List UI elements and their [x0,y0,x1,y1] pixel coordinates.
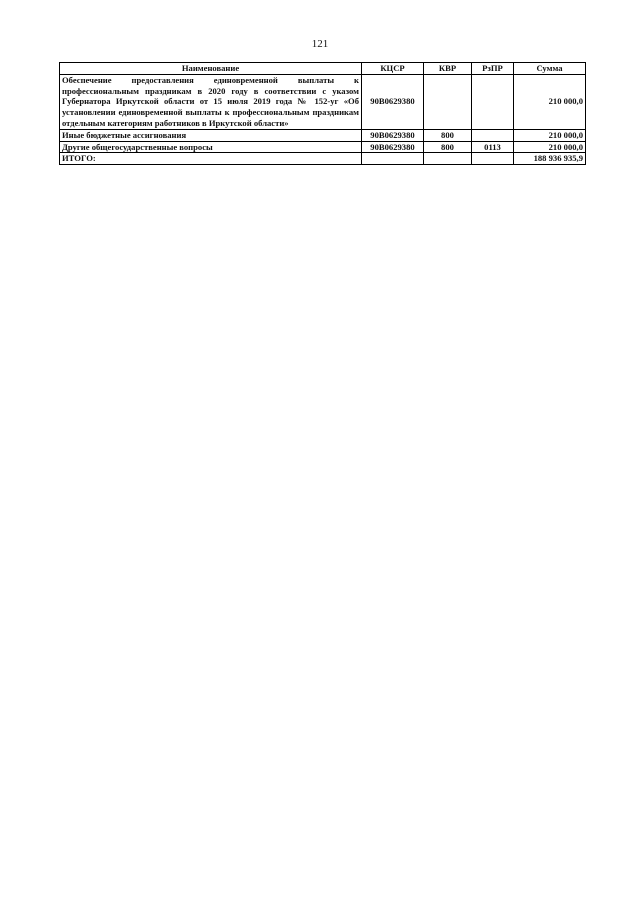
header-kcsr: КЦСР [362,63,424,75]
row-kvr [424,74,472,129]
row-sum: 210 000,0 [514,129,586,141]
row-kcsr: 90В0629380 [362,141,424,153]
row-sum: 210 000,0 [514,74,586,129]
row-rzpr [472,129,514,141]
header-rzpr: РзПР [472,63,514,75]
row-name: Другие общегосударственные вопросы [60,141,362,153]
total-sum: 188 936 935,9 [514,153,586,165]
row-name: Обеспечение предоставления единовременной выплаты к профессиональным праздникам в 2020 году в соответствии с указом Губернатора Иркутской области от 15 июля 2019 года № 152-уг «Об установлении единовременной выплаты к профессиональным праздникам отдельным категориям работников в Иркутской области» [60,74,362,129]
row-kcsr: 90В0629380 [362,74,424,129]
table-row [60,141,586,153]
row-kcsr: 90В0629380 [362,129,424,141]
row-rzpr [472,74,514,129]
row-sum: 210 000,0 [514,141,586,153]
row-kvr [424,153,472,165]
row-kcsr [362,153,424,165]
row-name: Иные бюджетные ассигнования [60,129,362,141]
table-header-row [60,63,586,75]
table-row [60,74,586,129]
row-rzpr: 0113 [472,141,514,153]
header-kvr: КВР [424,63,472,75]
page-number: 121 [311,38,329,50]
row-kvr: 800 [424,141,472,153]
budget-table [59,62,586,165]
row-rzpr [472,153,514,165]
row-kvr: 800 [424,129,472,141]
table-row [60,129,586,141]
total-label: ИТОГО: [60,153,362,165]
table-total-row [60,153,586,165]
header-name: Наименование [60,63,362,75]
header-sum: Сумма [514,63,586,75]
